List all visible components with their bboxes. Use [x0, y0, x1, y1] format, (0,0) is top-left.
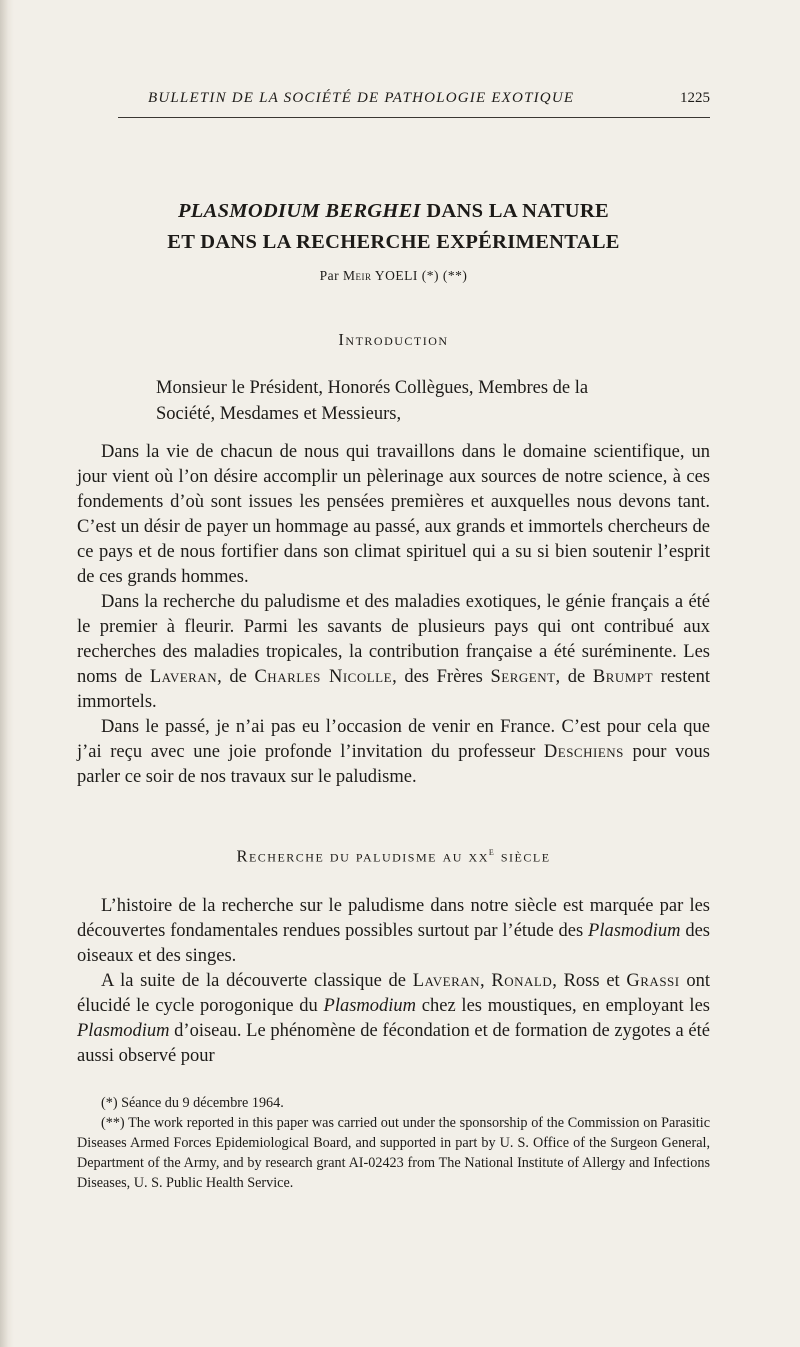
- title-species: PLASMODIUM BERGHEI: [177, 200, 421, 222]
- text-run: , de: [217, 667, 255, 687]
- text-run: A la suite de la découverte classique de: [101, 971, 413, 991]
- name-ronald: Ronald: [491, 971, 553, 991]
- paragraph: [77, 590, 710, 715]
- page-edge-shadow: [0, 0, 14, 1347]
- text-run: , des Frères: [392, 667, 491, 687]
- text-run: des oiseaux et des singes.: [77, 921, 710, 966]
- heading-text-end: siècle: [495, 846, 551, 866]
- salutation: [156, 375, 716, 427]
- running-head: BULLETIN DE LA SOCIÉTÉ DE PATHOLOGIE EXOTIQUE: [148, 90, 575, 106]
- author-byline: [77, 268, 710, 284]
- title-line-1: [77, 196, 710, 227]
- name-brumpt: Brumpt: [592, 667, 654, 687]
- footnotes: [77, 1093, 710, 1193]
- text-run: d’oiseau. Le phénomène de fécondation et de formation de zygotes a été aussi observé pour: [77, 1021, 710, 1066]
- name-laveran: Laveran: [149, 667, 218, 687]
- body-block-recherche: [77, 894, 710, 1069]
- species-plasmodium: Plasmodium: [77, 1021, 170, 1041]
- paragraph: Dans la vie de chacun de nous qui travaillons dans le domaine scientifique, un jour vient où l’on désire accomplir un pèlerinage aux sources de notre science, à ces fondements d’où sont issues les pensées premières et auxquelles nous devons tant. C’est un désir de payer un hommage au passé, aux grands et immortels chercheurs de ce pays et de nous fortifier dans son climat spirituel qui a su si bien soutenir l’esprit de ces grands hommes.: [77, 442, 710, 587]
- page-number: 1225: [680, 90, 710, 106]
- title-line-2: ET DANS LA RECHERCHE EXPÉRIMENTALE: [167, 231, 620, 253]
- paragraph: [77, 969, 710, 1069]
- text-run: restent immortels.: [77, 667, 710, 712]
- salutation-line-1: Monsieur le Président, Honorés Collègues, Membres de la: [156, 378, 589, 398]
- species-plasmodium: Plasmodium: [588, 921, 681, 941]
- text-run: , Ross et: [552, 971, 627, 991]
- text-run: ,: [480, 971, 492, 991]
- section-heading-recherche: [77, 846, 710, 867]
- species-plasmodium: Plasmodium: [323, 996, 417, 1016]
- name-deschiens: Deschiens: [543, 742, 624, 762]
- page-header: [118, 90, 710, 112]
- text-run: , de: [555, 667, 593, 687]
- byline-surname: YOELI (*) (**): [371, 268, 468, 283]
- text-run: L’histoire de la recherche sur le paludisme dans notre siècle est marquée par les découvertes fondamentales rendues possibles surtout par l’étude des: [77, 896, 710, 941]
- text-run: ont élucidé le cycle porogonique du: [77, 971, 710, 1016]
- byline-first-name: Meir: [343, 268, 372, 283]
- footnote-1: (*) Séance du 9 décembre 1964.: [101, 1095, 284, 1111]
- byline-par: Par: [319, 268, 343, 283]
- article-title: [77, 196, 710, 258]
- header-rule: [118, 117, 710, 118]
- title-line-1-rest: DANS LA NATURE: [420, 200, 609, 222]
- heading-superscript: e: [488, 846, 496, 858]
- paragraph: [77, 894, 710, 969]
- text-run: Dans la recherche du paludisme et des maladies exotiques, le génie français a été le premier à fleurir. Parmi les savants de plusieurs pays qui ont contribué aux recherches des maladies tropicales, la contribution française a été suréminente. Les noms de: [77, 592, 710, 687]
- section-heading-introduction: Introduction: [338, 330, 449, 349]
- text-run: Dans le passé, je n’ai pas eu l’occasion de venir en France. C’est pour cela que j’ai reçu avec une joie profonde l’invitation du professeur: [77, 717, 710, 762]
- name-sergent: Sergent: [490, 667, 556, 687]
- paragraph: [77, 715, 710, 790]
- footnote-2: (**) The work reported in this paper was carried out under the sponsorship of the Commission on Parasitic Diseases Armed Forces Epidemiological Board, and supported in part by U. S. Office of the Surgeon General, Department of the Army, and by research grant AI-02423 from The National Institute of Allergy and Infections Diseases, U. S. Public Health Service.: [77, 1115, 710, 1191]
- salutation-line-2: Société, Mesdames et Messieurs,: [156, 404, 402, 424]
- body-block-introduction: [77, 440, 710, 790]
- name-grassi: Grassi: [626, 971, 680, 991]
- name-charles-nicolle: Charles Nicolle: [254, 667, 393, 687]
- heading-text: Recherche du paludisme au xx: [236, 846, 489, 866]
- text-run: chez les moustiques, en employant les: [416, 996, 710, 1016]
- name-laveran: Laveran: [412, 971, 481, 991]
- text-run: pour vous parler ce soir de nos travaux sur le paludisme.: [77, 742, 710, 787]
